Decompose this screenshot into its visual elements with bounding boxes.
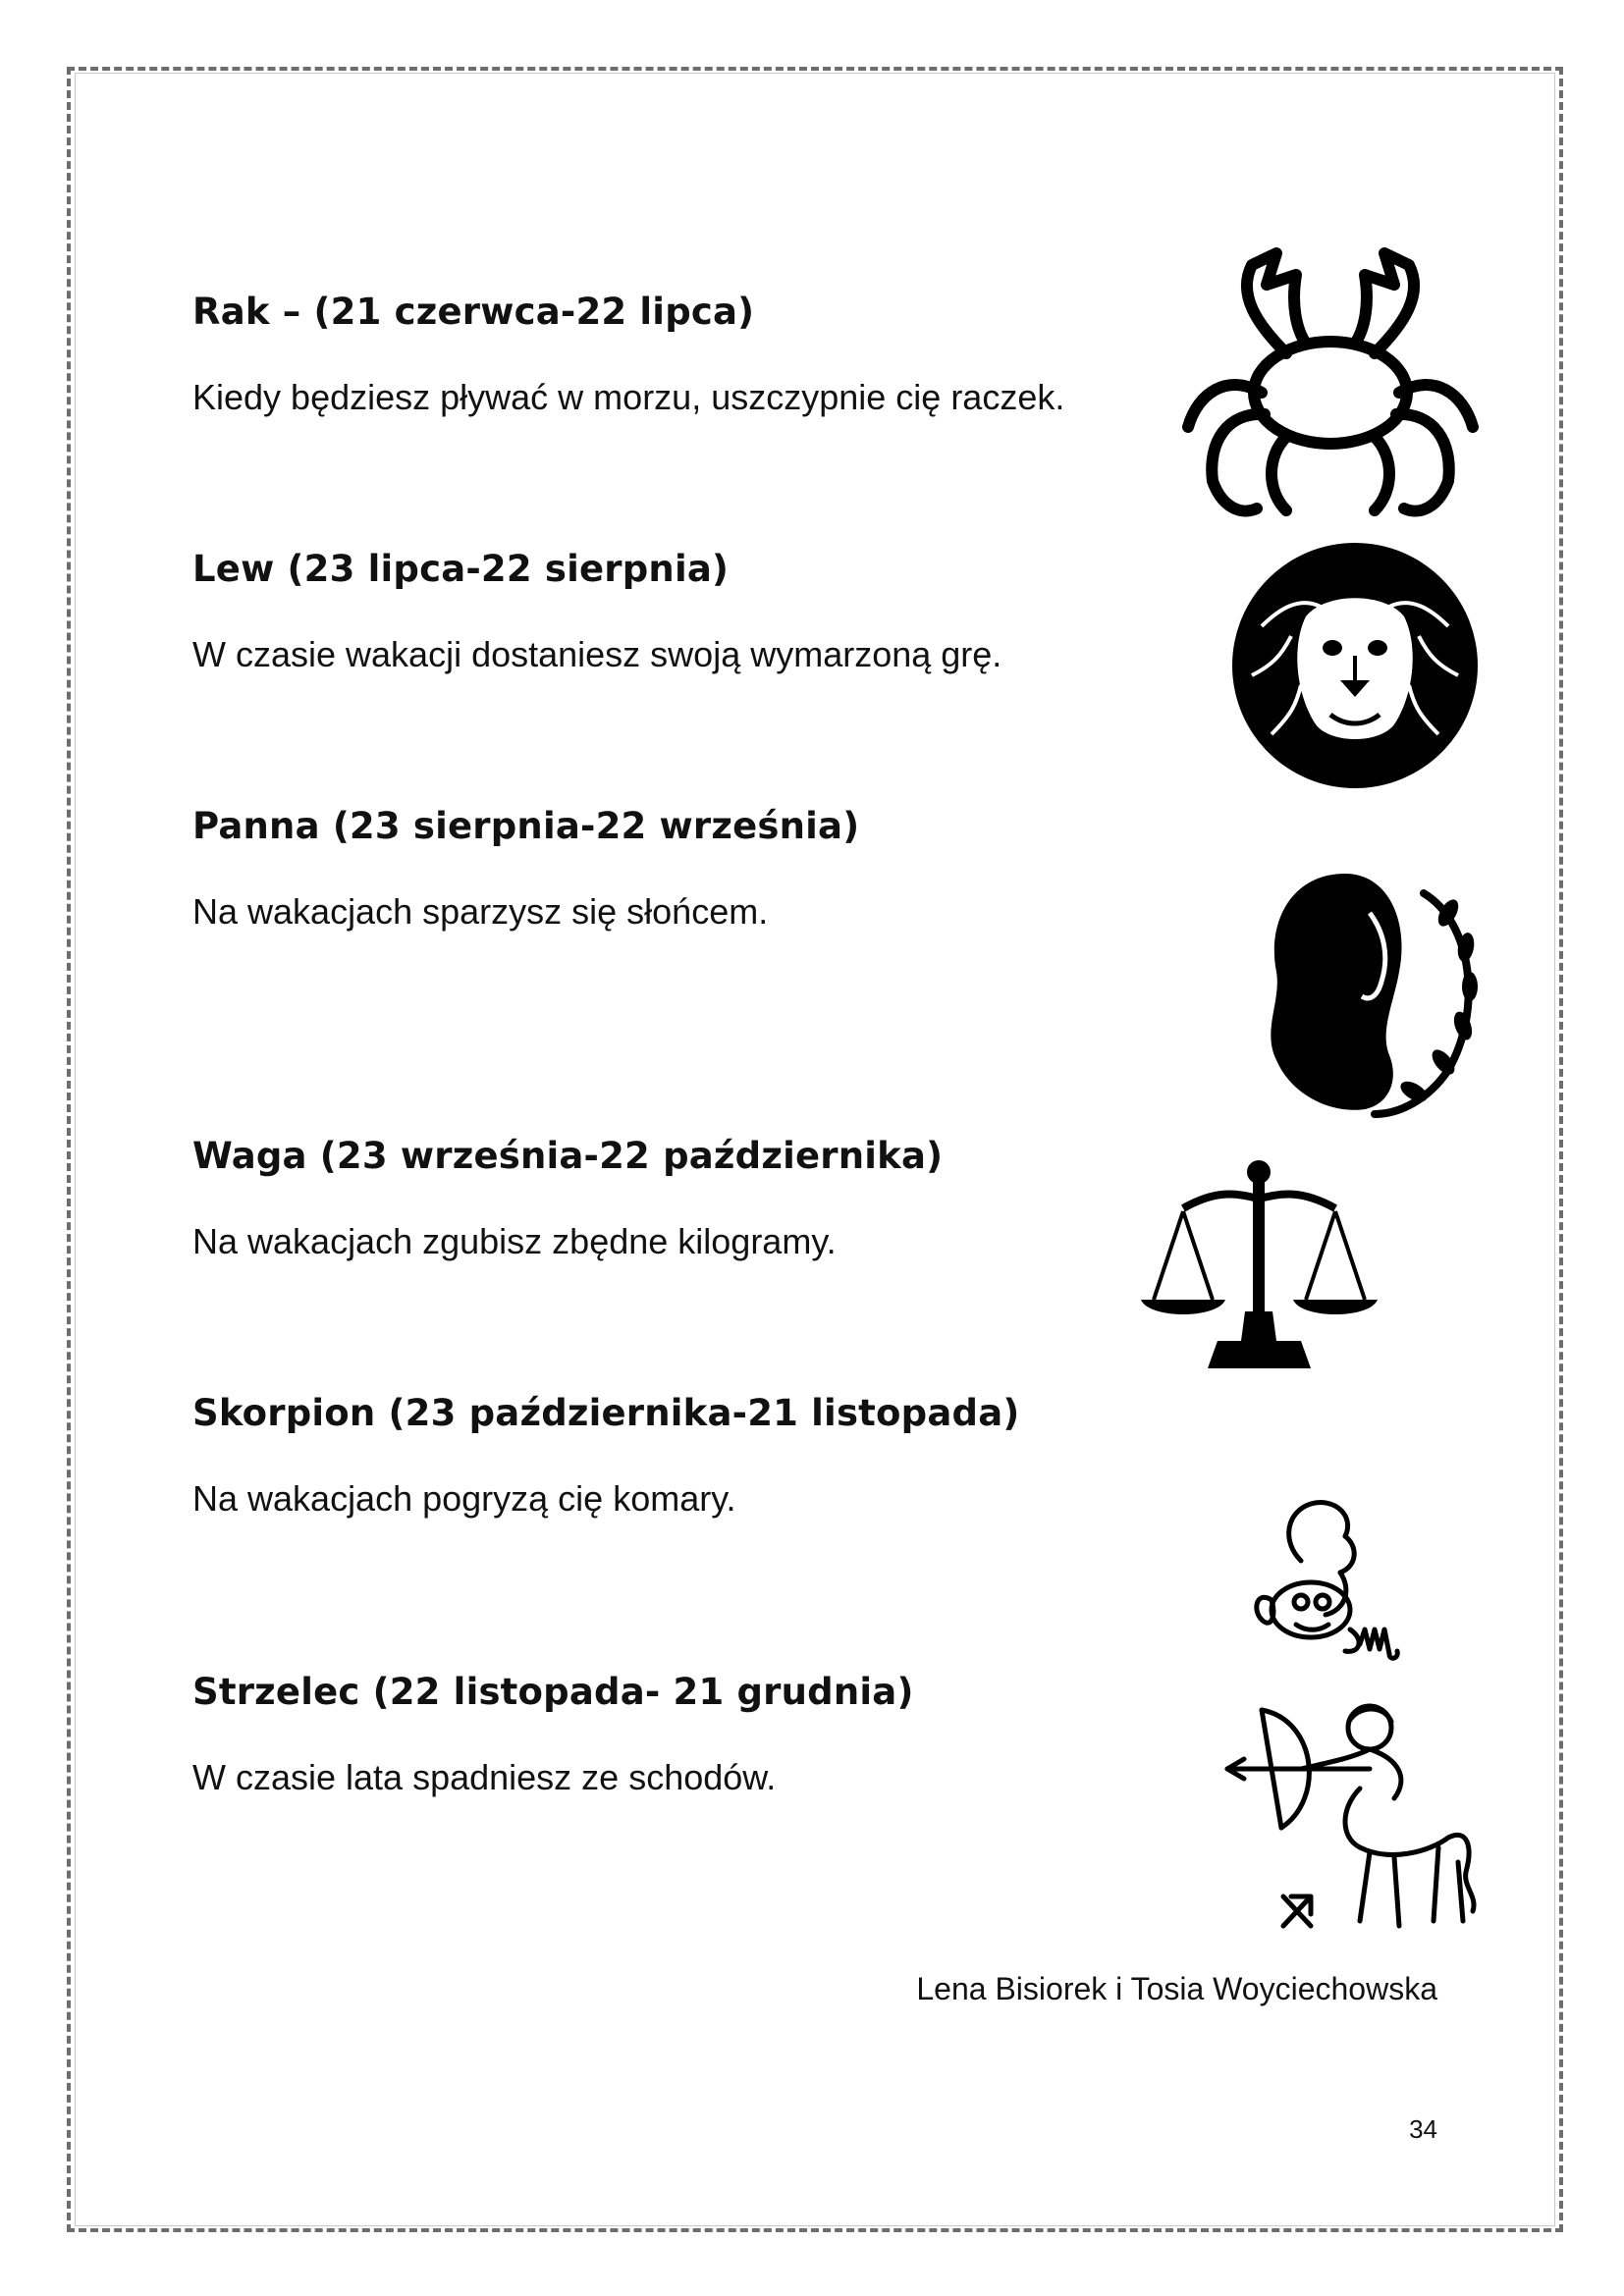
entry-text-panna: Na wakacjach sparzysz się słońcem.	[192, 891, 769, 932]
entry-title-waga: Waga (23 września-22 października)	[192, 1135, 944, 1177]
entry-title-skorpion: Skorpion (23 października-21 listopada)	[192, 1392, 1020, 1434]
virgo-icon	[1252, 864, 1492, 1121]
entry-text-lew: W czasie wakacji dostaniesz swoją wymarzoną grę.	[192, 634, 1002, 674]
archer-icon	[1222, 1690, 1488, 1953]
entry-text-skorpion: Na wakacjach pogryzą cię komary.	[192, 1478, 736, 1519]
entry-title-lew: Lew (23 lipca-22 sierpnia)	[192, 548, 730, 590]
entry-text-strzelec: W czasie lata spadniesz ze schodów.	[192, 1757, 777, 1797]
scorpion-icon	[1242, 1492, 1419, 1669]
scales-icon	[1139, 1154, 1380, 1370]
entry-title-strzelec: Strzelec (22 listopada- 21 grudnia)	[192, 1671, 914, 1713]
crab-icon	[1168, 245, 1492, 530]
entry-title-rak: Rak – (21 czerwca-22 lipca)	[192, 291, 755, 333]
page-number: 34	[1409, 2114, 1437, 2144]
entry-text-rak: Kiedy będziesz pływać w morzu, uszczypnie cię raczek.	[192, 377, 1065, 417]
lion-icon	[1222, 538, 1488, 793]
author-credit: Lena Bisiorek i Tosia Woyciechowska	[916, 1971, 1437, 2006]
entry-text-waga: Na wakacjach zgubisz zbędne kilogramy.	[192, 1221, 837, 1261]
entry-title-panna: Panna (23 sierpnia-22 września)	[192, 805, 860, 847]
